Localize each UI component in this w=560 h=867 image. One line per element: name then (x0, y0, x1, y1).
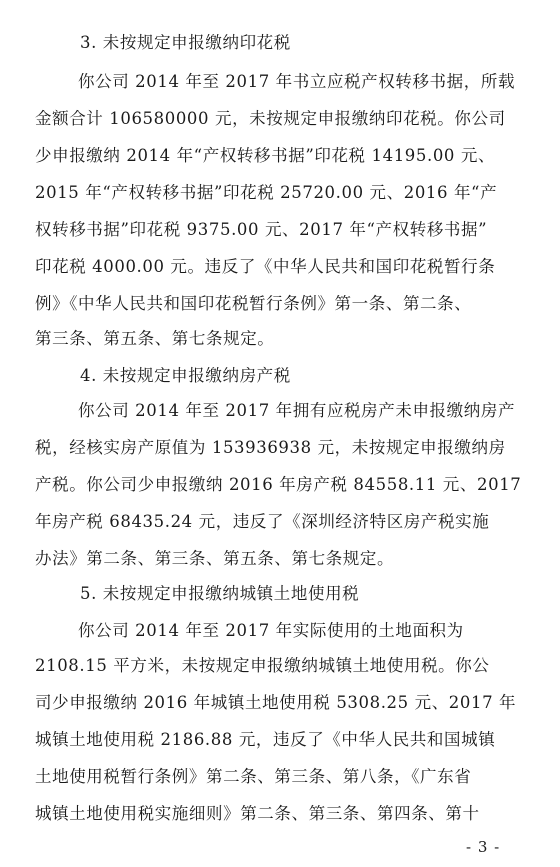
section-3-line-8: 第三条、第五条、第七条规定。 (35, 329, 275, 348)
section-3-line-1: 你公司 2014 年至 2017 年书立应税产权转移书据，所载 (78, 72, 516, 91)
section-5-line-1: 你公司 2014 年至 2017 年实际使用的土地面积为 (78, 621, 464, 640)
section-4-line-3: 产税。你公司少申报缴纳 2016 年房产税 84558.11 元、2017 (35, 475, 522, 494)
section-5-line-4: 城镇土地使用税 2186.88 元，违反了《中华人民共和国城镇 (35, 730, 496, 749)
section-4-line-1: 你公司 2014 年至 2017 年拥有应税房产未申报缴纳房产 (78, 401, 516, 420)
section-3-line-3: 少申报缴纳 2014 年“产权转移书据”印花税 14195.00 元、 (35, 146, 496, 165)
section-3-line-7: 例》《中华人民共和国印花税暂行条例》第一条、第二条、 (35, 294, 472, 313)
section-5-line-3: 司少申报缴纳 2016 年城镇土地使用税 5308.25 元、2017 年 (35, 693, 517, 712)
section-3-line-6: 印花税 4000.00 元。违反了《中华人民共和国印花税暂行条 (35, 257, 496, 276)
section-5-heading: 5. 未按规定申报缴纳城镇土地使用税 (80, 584, 360, 603)
section-3-line-2: 金额合计 106580000 元，未按规定申报缴纳印花税。你公司 (35, 109, 506, 128)
section-4-line-2: 税，经核实房产原值为 153936938 元，未按规定申报缴纳房 (35, 438, 506, 457)
section-4-heading: 4. 未按规定申报缴纳房产税 (80, 366, 291, 385)
page-number: - 3 - (466, 838, 501, 856)
section-5-line-5: 土地使用税暂行条例》第二条、第三条、第八条，《广东省 (35, 767, 472, 786)
section-5-line-6: 城镇土地使用税实施细则》第二条、第三条、第四条、第十 (35, 804, 480, 823)
section-4-line-5: 办法》第二条、第三条、第五条、第七条规定。 (35, 549, 395, 568)
section-3-line-4: 2015 年“产权转移书据”印花税 25720.00 元、2016 年“产 (35, 183, 498, 202)
section-5-line-2: 2108.15 平方米，未按规定申报缴纳城镇土地使用税。你公 (35, 656, 490, 675)
section-4-line-4: 年房产税 68435.24 元，违反了《深圳经济特区房产税实施 (35, 512, 490, 531)
section-3-heading: 3. 未按规定申报缴纳印花税 (80, 33, 291, 52)
section-3-line-5: 权转移书据”印花税 9375.00 元、2017 年“产权转移书据” (35, 220, 488, 239)
